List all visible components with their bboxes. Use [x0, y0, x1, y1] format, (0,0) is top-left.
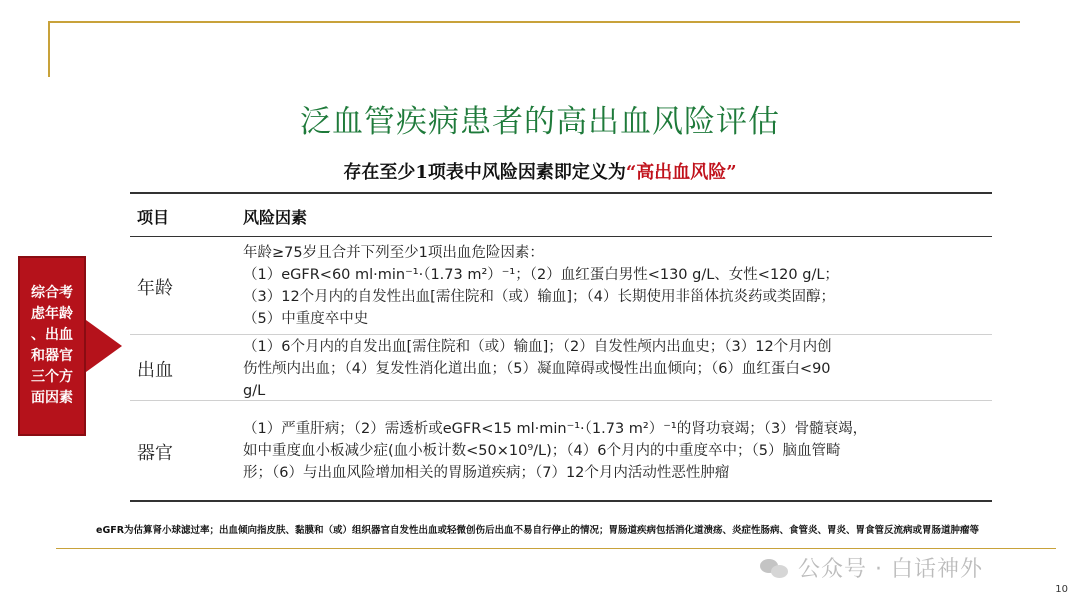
- risk-line: 伤性颅内出血；（4）复发性消化道出血；（5）凝血障碍或慢性出血倾向；（6）血红蛋白<90: [243, 361, 831, 377]
- row-divider: [130, 400, 992, 401]
- table-header-rule: [130, 236, 992, 237]
- frame-top-line: [48, 21, 1020, 23]
- table-top-rule: [130, 192, 992, 194]
- risk-line: 形；（6）与出血风险增加相关的胃肠道疾病；（7）12个月内活动性恶性肿瘤: [243, 465, 730, 481]
- risk-line: （5）中重度卒中史: [243, 311, 369, 327]
- callout-line: 、出血: [31, 327, 73, 343]
- factors-callout-box: [18, 256, 86, 436]
- wechat-icon: [760, 557, 790, 579]
- row-item-bleeding: 出血: [137, 360, 173, 381]
- column-header-risk-factors: 风险因素: [243, 208, 308, 227]
- row-risk-organ: [243, 418, 991, 484]
- frame-left-line: [48, 21, 50, 77]
- right-arrow-icon: [86, 320, 122, 372]
- table-bottom-rule: [130, 500, 992, 502]
- watermark-text: 公众号 · 白话神外: [798, 557, 983, 582]
- subtitle-highlight: “高出血风险”: [625, 162, 737, 183]
- risk-line: （1）eGFR<60 ml·min⁻¹·（1.73 m²）⁻¹；（2）血红蛋白男性<130 g/L、女性<120 g/L；: [243, 267, 839, 283]
- callout-line: 综合考: [31, 285, 73, 301]
- risk-line: g/L: [243, 383, 266, 399]
- risk-line: （3）12个月内的自发性出血[需住院和（或）输血]；（4）长期使用非甾体抗炎药或类固醇；: [243, 289, 835, 305]
- risk-line: 年龄≥75岁且合并下列至少1项出血危险因素：: [243, 245, 544, 261]
- risk-line: （1）6个月内的自发出血[需住院和（或）输血]；（2）自发性颅内出血史；（3）12个月内创: [243, 339, 832, 355]
- footnote: eGFR为估算肾小球滤过率；出血倾向指皮肤、黏膜和（或）组织器官自发性出血或轻微创伤后出血不易自行停止的情况；胃肠道疾病包括消化道溃疡、炎症性肠病、食管炎、胃炎、胃食管反流病或胃肠道肿瘤等: [96, 525, 980, 536]
- row-risk-bleeding: [243, 336, 991, 402]
- risk-line: 如中重度血小板减少症(血小板计数<50×10⁹/L)；（4）6个月内的中重度卒中；（5）脑血管畸: [243, 443, 841, 459]
- risk-line: （1）严重肝病；（2）需透析或eGFR<15 ml·min⁻¹·（1.73 m²）⁻¹的肾功衰竭；（3）骨髓衰竭，: [243, 421, 868, 437]
- callout-line: 三个方: [31, 369, 73, 385]
- row-item-age: 年龄: [137, 278, 173, 299]
- callout-line: 虑年龄: [31, 306, 73, 322]
- subtitle-prefix: 存在至少1项表中风险因素即定义为: [343, 162, 626, 183]
- callout-line: 和器官: [31, 348, 73, 364]
- row-risk-age: [243, 242, 991, 330]
- frame-bottom-line: [56, 548, 1056, 549]
- watermark: [760, 552, 983, 583]
- column-header-item: 项目: [137, 208, 170, 227]
- slide-title: 泛血管疾病患者的高出血风险评估: [300, 104, 780, 140]
- row-divider: [130, 334, 992, 335]
- row-item-organ: 器官: [137, 443, 173, 464]
- page-number: 10: [1055, 584, 1068, 595]
- slide-subtitle: [0, 158, 1080, 184]
- callout-line: 面因素: [31, 390, 73, 406]
